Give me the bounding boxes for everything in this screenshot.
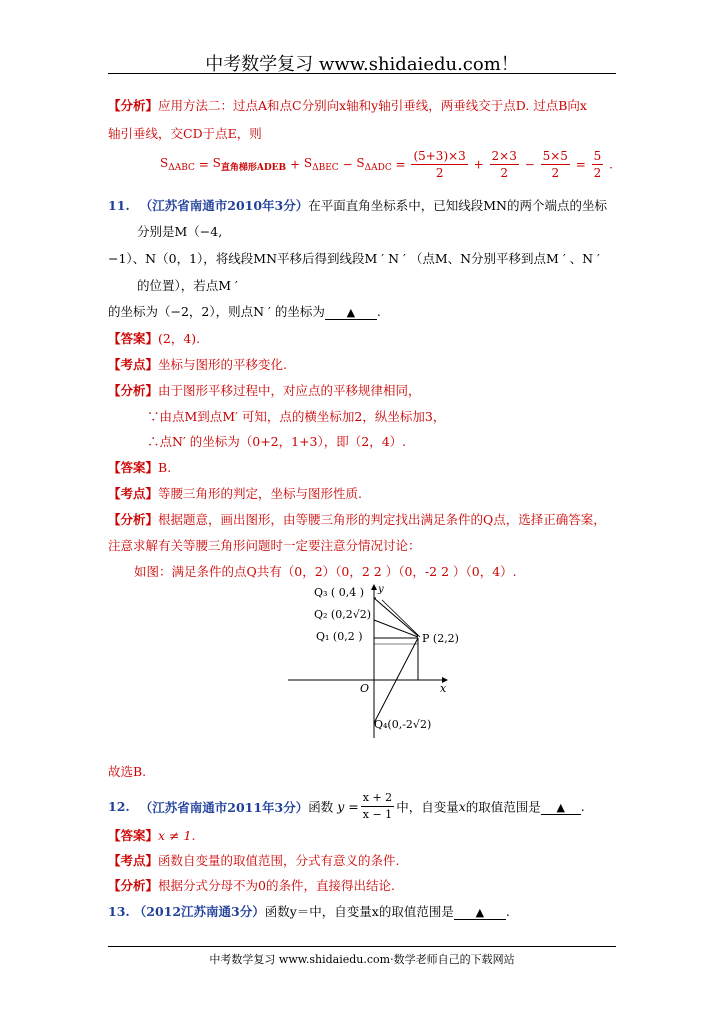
q12-var: x xyxy=(458,799,466,814)
analysis-label: 【分析】 xyxy=(108,98,159,113)
a12-answer-label: 【答案】 xyxy=(108,828,159,843)
q12-line xyxy=(108,790,585,823)
label-origin: O xyxy=(360,682,370,695)
analysis-line-2: 轴引垂线，交CD于点E，则 xyxy=(108,126,262,141)
prev-conclusion: 故选B. xyxy=(108,764,147,779)
prev-fenxi-2: 注意求解有关等腰三角形问题时一定要注意分情况讨论： xyxy=(108,538,421,553)
formula-term-3: $S_{\Delta ADC}$ xyxy=(356,156,392,173)
formula-eq-3: = xyxy=(575,157,586,172)
label-q3: Q₃ ( 0,4 ) xyxy=(314,586,364,599)
q11-end: . xyxy=(376,304,381,319)
q11-line-5 xyxy=(108,302,381,320)
formula-plus: + xyxy=(289,157,301,172)
prev-kaodian-text: 等腰三角形的判定，坐标与图形性质. xyxy=(158,486,362,501)
q12-source: （江苏省南通市2011年3分） xyxy=(139,799,309,815)
a11-answer-label: 【答案】 xyxy=(108,331,159,346)
q11-number: 11. xyxy=(108,198,130,213)
prev-fenxi-text-1: 根据题意，画出图形，由等腰三角形的判定找出满足条件的Q点，选择正确答案， xyxy=(158,512,606,527)
page-footer: 中考数学复习 www.shidaiedu.com·数学老师自己的下载网站 xyxy=(209,953,515,966)
formula-lhs: $S_{\Delta ABC}$ xyxy=(160,156,195,173)
a12-fenxi-label: 【分析】 xyxy=(108,878,159,893)
label-q1: Q₁ (0,2 ) xyxy=(316,630,363,643)
a11-fenxi-3: ∴点N′ 的坐标为（0+2，1+3），即（2，4）. xyxy=(147,434,407,449)
label-q4: Q₄(0,-2√2) xyxy=(374,718,432,731)
formula-fraction-4: $\frac{5}{2}$ xyxy=(593,149,602,180)
prev-answer-value: B. xyxy=(158,460,172,475)
coordinate-figure xyxy=(280,580,470,750)
a12-fenxi xyxy=(108,876,395,894)
formula-op-2: − xyxy=(524,157,535,172)
q3-p-line xyxy=(374,598,418,636)
q12-number: 12. xyxy=(108,799,130,814)
a11-fenxi-text-1: 由于图形平移过程中，对应点的平移规律相同， xyxy=(158,383,421,398)
q3-p-line-2 xyxy=(382,600,420,637)
formula-fraction-1: $\frac{(5+3)\times 3}{2}$ xyxy=(413,149,466,180)
q11-source: （江苏省南通市2010年3分） xyxy=(139,198,309,213)
q12-post-2: 的取值范围是 xyxy=(465,799,541,815)
analysis-line-1 xyxy=(108,96,587,114)
q12-answer-blank: ▲ xyxy=(541,799,581,815)
a11-answer-value: (2，4). xyxy=(158,331,201,346)
a11-kaodian-text: 坐标与图形的平移变化. xyxy=(158,357,287,372)
a11-fenxi-1 xyxy=(108,381,421,399)
label-y-axis: y xyxy=(378,584,384,595)
prev-fenxi-label: 【分析】 xyxy=(108,512,159,527)
area-formula xyxy=(160,148,613,181)
analysis-text-1: 应用方法二：过点A和点C分别向x轴和y轴引垂线，两垂线交于点D. 过点B向x xyxy=(158,98,587,113)
formula-term-1: $S_{直角梯形ADEB}$ xyxy=(212,156,287,173)
prev-fenxi-3: 如图：满足条件的点Q共有（0，2）（0，2 2 ）（0，-2 2 ）（0，4）. xyxy=(134,564,517,579)
label-x-axis: x xyxy=(440,682,447,695)
a11-fenxi-label: 【分析】 xyxy=(108,383,159,398)
label-q2: Q₂ (0,2√2) xyxy=(314,608,372,621)
formula-fraction-2: $\frac{2\times 3}{2}$ xyxy=(491,149,517,180)
a11-answer xyxy=(108,329,200,347)
a12-answer-value: x ≠ 1. xyxy=(158,828,196,843)
formula-term-2: $S_{\Delta BEC}$ xyxy=(303,156,339,173)
formula-op-1: + xyxy=(473,157,484,172)
prev-kaodian-label: 【考点】 xyxy=(108,486,159,501)
a12-kaodian xyxy=(108,851,400,869)
prev-answer-label: 【答案】 xyxy=(108,460,159,475)
q11-text-1: 在平面直角坐标系中，已知线段MN的两个端点的坐标 xyxy=(308,198,607,213)
q13-line xyxy=(108,902,510,920)
prev-answer xyxy=(108,458,171,476)
q11-line-3: −1）、N（0，1），将线段MN平移后得到线段M ′ N ′ （点M、N分别平移到点M ′ 、N ′ xyxy=(108,251,600,266)
q13-text: 函数y＝中，自变量x的取值范围是 xyxy=(264,904,454,919)
a12-kaodian-label: 【考点】 xyxy=(108,853,159,868)
q12-pre: 函数 xyxy=(308,799,334,815)
q12-post: 中，自变量 xyxy=(396,799,459,815)
header-rule xyxy=(108,73,616,74)
q12-fraction: $\frac{x + 2}{x - 1}$ xyxy=(362,791,393,821)
q11-answer-blank: ▲ xyxy=(325,304,377,320)
a11-kaodian xyxy=(108,355,287,373)
q11-line-1 xyxy=(108,196,607,214)
q12-y: y = xyxy=(337,799,359,814)
q11-text-5: 的坐标为（−2，2），则点N ′ 的坐标为 xyxy=(108,304,325,319)
page-header-title: 中考数学复习 www.shidaiedu.com！ xyxy=(205,54,519,75)
footer-rule xyxy=(108,946,616,947)
a11-fenxi-2: ∵由点M到点M′ 可知，点的横坐标加2，纵坐标加3， xyxy=(147,409,446,424)
formula-minus: − xyxy=(342,157,353,172)
q12-end: . xyxy=(580,799,585,814)
a12-kaodian-text: 函数自变量的取值范围，分式有意义的条件. xyxy=(158,853,400,868)
prev-fenxi-1 xyxy=(108,510,606,528)
formula-end: . xyxy=(609,157,613,172)
y-axis-arrow xyxy=(371,584,377,590)
q13-end: . xyxy=(505,904,510,919)
a12-fenxi-text: 根据分式分母不为0的条件，直接得出结论. xyxy=(158,878,395,893)
a12-answer xyxy=(108,826,195,844)
q13-source: （2012江苏南通3分） xyxy=(133,904,265,919)
label-p: P (2,2) xyxy=(422,632,459,645)
q11-line-4: 的位置），若点M ′ xyxy=(137,278,238,293)
q13-answer-blank: ▲ xyxy=(454,904,506,920)
formula-eq-2: = xyxy=(395,157,406,172)
q11-line-2: 分别是M（−4, xyxy=(137,224,223,239)
formula-fraction-3: $\frac{5\times 5}{2}$ xyxy=(542,149,568,180)
a11-kaodian-label: 【考点】 xyxy=(108,357,159,372)
q13-number: 13. xyxy=(108,904,130,919)
prev-kaodian xyxy=(108,484,362,502)
formula-eq: = xyxy=(198,157,209,172)
